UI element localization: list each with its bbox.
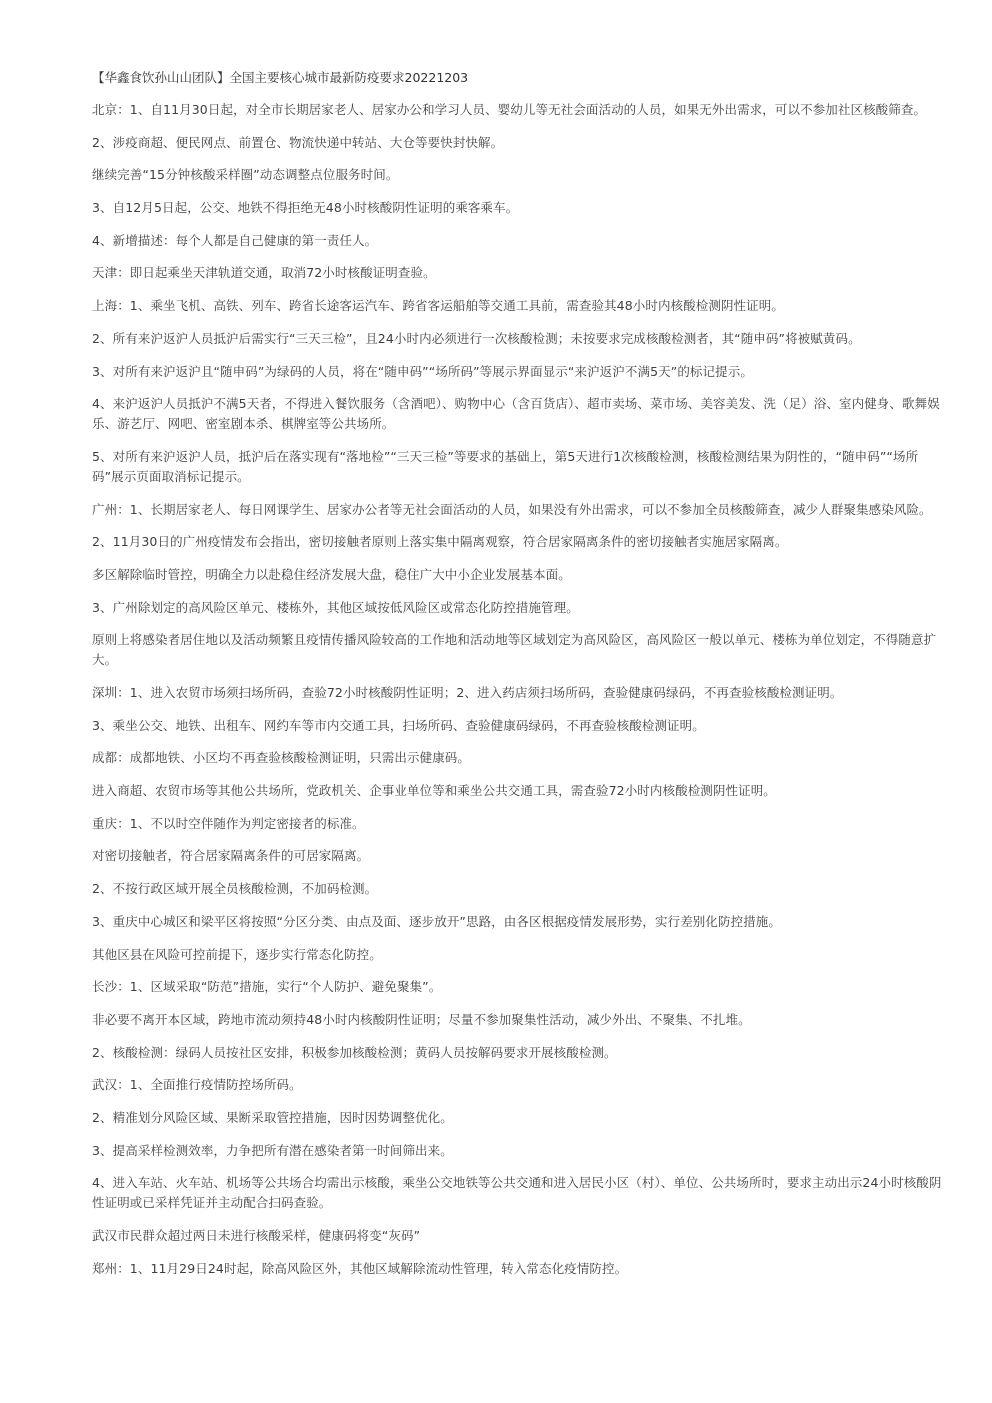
paragraph: 3、乘坐公交、地铁、出租车、网约车等市内交通工具，扫场所码、查验健康码绿码，不再查验核酸检测证明。 xyxy=(92,717,705,733)
paragraph: 2、精准划分风险区域、果断采取管控措施，因时因势调整优化。 xyxy=(92,1109,453,1125)
paragraph: 3、广州除划定的高风险区单元、楼栋外，其他区域按低风险区或常态化防控措施管理。 xyxy=(92,599,579,615)
paragraph: 武汉：1、全面推行疫情防控场所码。 xyxy=(92,1077,302,1093)
paragraph: 2、不按行政区域开展全员核酸检测，不加码检测。 xyxy=(92,881,378,897)
paragraph: 3、重庆中心城区和梁平区将按照“分区分类、由点及面、逐步放开”思路，由各区根据疫情发展形势，实行差别化防控措施。 xyxy=(92,913,782,929)
document-title: 【华鑫食饮孙山山团队】全国主要核心城市最新防疫要求20221203 xyxy=(92,70,469,85)
paragraph: 3、自12月5日起，公交、地铁不得拒绝无48小时核酸阴性证明的乘客乘车。 xyxy=(92,200,519,216)
paragraph: 武汉市民群众超过两日未进行核酸采样，健康码将变“灰码” xyxy=(92,1228,421,1243)
paragraph: 对密切接触者，符合居家隔离条件的可居家隔离。 xyxy=(92,848,370,864)
paragraph: 多区解除临时管控，明确全力以赴稳住经济发展大盘，稳住广大中小企业发展基本面。 xyxy=(92,566,571,582)
paragraph: 长沙：1、区域采取“防范”措施，实行“个人防护、避免聚集”。 xyxy=(92,979,442,995)
document-body xyxy=(92,100,944,1279)
paragraph: 深圳：1、进入农贸市场须扫场所码，查验72小时核酸阴性证明；2、进入药店须扫场所码，查验健康码绿码，不再查验核酸检测证明。 xyxy=(92,685,843,700)
paragraph: 重庆：1、不以时空伴随作为判定密接者的标准。 xyxy=(92,815,365,831)
paragraph: 3、提高采样检测效率，力争把所有潜在感染者第一时间筛出来。 xyxy=(92,1142,453,1158)
paragraph: 5、对所有来沪返沪人员，抵沪后在落实现有“落地检”“三天三检”等要求的基础上，第5天进行1次核酸检测，核酸检测结果为阴性的，“随申码”“场所码”展示页面取消标记提示。 xyxy=(92,448,919,484)
paragraph: 2、所有来沪返沪人员抵沪后需实行“三天三检”，且24小时内必须进行一次核酸检测；未按要求完成核酸检测者，其“随申码”将被赋黄码。 xyxy=(92,330,861,346)
paragraph: 3、对所有来沪返沪且“随申码”为绿码的人员，将在“随申码”“场所码”等展示界面显示“来沪返沪不满5天”的标记提示。 xyxy=(92,363,753,379)
paragraph: 其他区县在风险可控前提下，逐步实行常态化防控。 xyxy=(92,946,382,962)
paragraph: 4、新增描述：每个人都是自己健康的第一责任人。 xyxy=(92,232,378,248)
paragraph: 继续完善“15分钟核酸采样圈”动态调整点位服务时间。 xyxy=(92,167,399,183)
paragraph: 2、核酸检测：绿码人员按社区安排，积极参加核酸检测；黄码人员按解码要求开展核酸检测。 xyxy=(92,1044,617,1060)
paragraph: 上海：1、乘坐飞机、高铁、列车、跨省长途客运汽车、跨省客运船舶等交通工具前，需查验其48小时内核酸检测阴性证明。 xyxy=(92,298,784,314)
paragraph: 天津：即日起乘坐天津轨道交通，取消72小时核酸证明查验。 xyxy=(92,265,436,281)
paragraph: 原则上将感染者居住地以及活动频繁且疫情传播风险较高的工作地和活动地等区域划定为高风险区，高风险区一般以单元、楼栋为单位划定，不得随意扩大。 xyxy=(92,632,937,668)
paragraph: 2、11月30日的广州疫情发布会指出，密切接触者原则上落实集中隔离观察，符合居家隔离条件的密切接触者实施居家隔离。 xyxy=(92,534,788,550)
paragraph: 4、来沪返沪人员抵沪不满5天者，不得进入餐饮服务（含酒吧）、购物中心（含百货店）、超市卖场、菜市场、美容美发、洗（足）浴、室内健身、歌舞娱乐、游艺厅、网吧、密室剧本杀、棋牌室等公共场所。 xyxy=(92,396,940,432)
paragraph: 广州：1、长期居家老人、每日网课学生、居家办公者等无社会面活动的人员，如果没有外出需求，可以不参加全员核酸筛查，减少人群聚集感染风险。 xyxy=(92,501,932,517)
paragraph: 非必要不离开本区域，跨地市流动须持48小时内核酸阴性证明；尽量不参加聚集性活动，减少外出、不聚集、不扎堆。 xyxy=(92,1011,751,1027)
paragraph: 4、进入车站、火车站、机场等公共场合均需出示核酸，乘坐公交地铁等公共交通和进入居民小区（村）、单位、公共场所时，要求主动出示24小时核酸阴性证明或已采样凭证并主动配合扫码查验。 xyxy=(92,1175,942,1211)
paragraph: 进入商超、农贸市场等其他公共场所，党政机关、企事业单位等和乘坐公共交通工具，需查验72小时内核酸检测阴性证明。 xyxy=(92,783,776,799)
document-page xyxy=(92,68,944,1291)
paragraph: 成都：成都地铁、小区均不再查验核酸检测证明，只需出示健康码。 xyxy=(92,750,471,766)
paragraph: 北京：1、自11月30日起，对全市长期居家老人、居家办公和学习人员、婴幼儿等无社会面活动的人员，如果无外出需求，可以不参加社区核酸筛查。 xyxy=(92,102,927,117)
paragraph: 郑州：1、11月29日24时起，除高风险区外，其他区域解除流动性管理，转入常态化疫情防控。 xyxy=(92,1260,628,1276)
paragraph: 2、涉疫商超、便民网点、前置仓、物流快递中转站、大仓等要快封快解。 xyxy=(92,134,504,150)
